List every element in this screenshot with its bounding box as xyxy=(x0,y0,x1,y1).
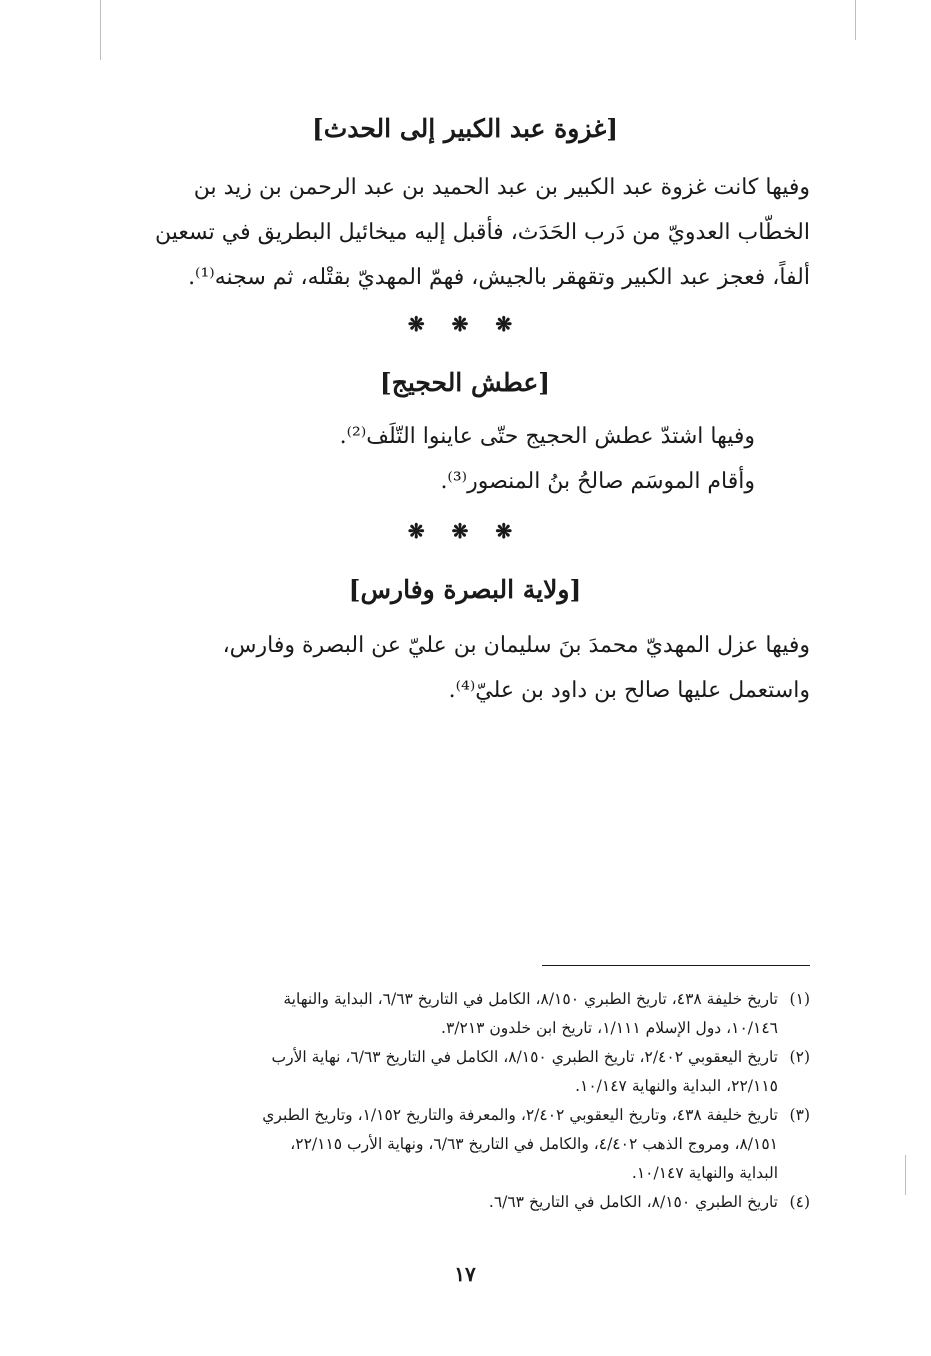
footnote-3 xyxy=(120,1101,810,1188)
text-line: وفيها عزل المهديّ محمدَ بنَ سليمان بن عليّ عن البصرة وفارس، xyxy=(222,633,810,658)
section-separator: ❋ ❋ ❋ xyxy=(407,519,523,543)
footnote-line: تاريخ خليفة ٤٣٨، تاريخ الطبري ٨/١٥٠، الكامل في التاريخ ٦/٦٣، البداية والنهاية xyxy=(283,990,778,1008)
paragraph-basra xyxy=(120,623,810,713)
section-heading-thirst: [عطش الحجيج] xyxy=(379,368,551,397)
footnote-line: تاريخ خليفة ٤٣٨، وتاريخ اليعقوبي ٢/٤٠٢، والمعرفة والتاريخ ١/١٥٢، وتاريخ الطبري xyxy=(262,1106,778,1124)
footnote-line: البداية والنهاية ١٠/١٤٧. xyxy=(631,1164,778,1182)
footnote-number: (٣) xyxy=(789,1106,810,1124)
section-heading-basra: [ولاية البصرة وفارس] xyxy=(348,575,582,604)
footnote-line: تاريخ الطبري ٨/١٥٠، الكامل في التاريخ ٦/٦٣. xyxy=(488,1193,778,1211)
section-separator: ❋ ❋ ❋ xyxy=(407,312,523,336)
footnote-4 xyxy=(120,1188,810,1217)
paragraph-raid xyxy=(120,165,810,300)
footnote-line: ٢٢/١١٥، البداية والنهاية ١٠/١٤٧. xyxy=(575,1077,778,1095)
footnotes xyxy=(120,985,810,1217)
text-line: وأقام الموسَم صالحُ بنُ المنصور⁽³⁾. xyxy=(440,469,755,494)
footnote-line: تاريخ اليعقوبي ٢/٤٠٢، تاريخ الطبري ٨/١٥٠، الكامل في التاريخ ٦/٦٣، نهاية الأرب xyxy=(271,1048,778,1066)
footnote-number: (٢) xyxy=(789,1048,810,1066)
footnote-line: ٨/١٥١، ومروج الذهب ٤/٤٠٢، والكامل في التاريخ ٦/٦٣، ونهاية الأرب ٢٢/١١٥، xyxy=(290,1135,778,1153)
footnote-divider xyxy=(542,965,810,966)
scan-margin-mark xyxy=(905,1155,906,1195)
section-heading-raid: [غزوة عبد الكبير إلى الحدث] xyxy=(311,114,619,143)
paragraph-thirst xyxy=(120,414,755,504)
footnote-1 xyxy=(120,985,810,1043)
text-line: وفيها اشتدّ عطش الحجيج حتّى عاينوا التّلَف⁽²⁾. xyxy=(339,424,755,449)
text-line: وفيها كانت غزوة عبد الكبير بن عبد الحميد بن عبد الرحمن بن زيد بن xyxy=(193,175,810,200)
footnote-line: ١٠/١٤٦، دول الإسلام ١/١١١، تاريخ ابن خلدون ٣/٢١٣. xyxy=(441,1019,778,1037)
footnote-number: (١) xyxy=(789,990,810,1008)
page-number: ١٧ xyxy=(454,1262,476,1286)
text-line: ألفاً، فعجز عبد الكبير وتقهقر بالجيش، فهمّ المهديّ بقتْله، ثم سجنه⁽¹⁾. xyxy=(188,265,810,290)
book-page xyxy=(120,0,810,1356)
text-line: واستعمل عليها صالح بن داود بن عليّ⁽⁴⁾. xyxy=(448,678,810,703)
scan-margin-mark xyxy=(855,0,856,40)
scan-margin-mark xyxy=(100,0,101,60)
text-line: الخطّاب العدويّ من دَرب الحَدَث، فأقبل إليه ميخائيل البطريق في تسعين xyxy=(154,220,810,245)
footnote-2 xyxy=(120,1043,810,1101)
footnote-number: (٤) xyxy=(789,1193,810,1211)
